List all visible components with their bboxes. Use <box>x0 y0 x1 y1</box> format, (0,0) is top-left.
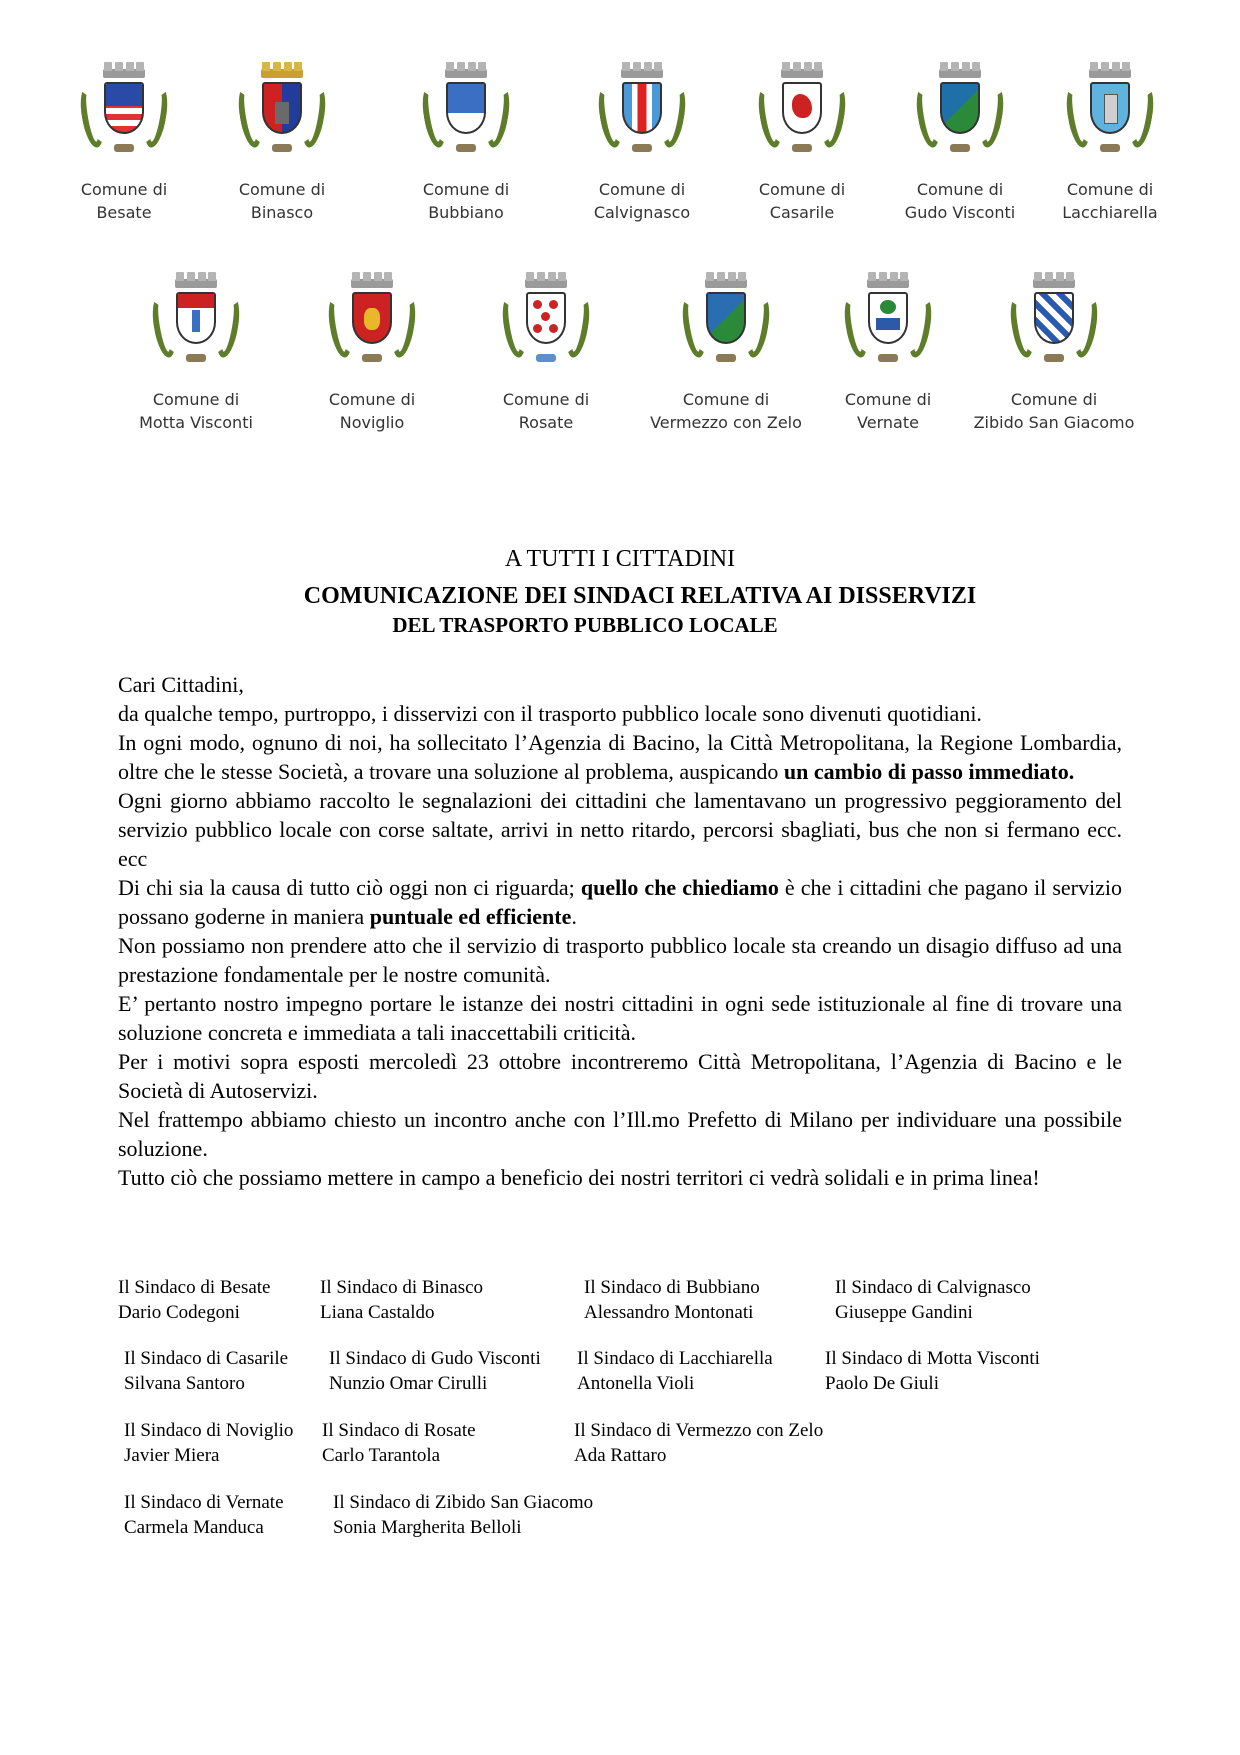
comune-name: Binasco <box>250 203 314 222</box>
comune-prefix: Comune di <box>80 180 168 199</box>
paragraph-6: E’ pertanto nostro impegno portare le istanze dei nostri cittadini in ogni sede istituzionale al fine di trovare una soluzione concreta e immediata a tali inaccettabili criticità. <box>118 991 1122 1045</box>
signature-lacchiarella: Il Sindaco di Lacchiarella Antonella Violi <box>577 1348 773 1394</box>
comune-motta-visconti <box>96 270 296 434</box>
comune-name: Calvignasco <box>593 203 691 222</box>
signature-besate: Il Sindaco di Besate Dario Codegoni <box>118 1277 271 1323</box>
comune-noviglio <box>272 270 472 434</box>
signature-calvignasco: Il Sindaco di Calvignasco Giuseppe Gandini <box>835 1277 1031 1323</box>
comune-name: Noviglio <box>339 413 405 432</box>
comune-prefix: Comune di <box>238 180 326 199</box>
signature-vernate: Il Sindaco di Vernate Carmela Manduca <box>124 1492 284 1538</box>
signature-gudo-visconti: Il Sindaco di Gudo Visconti Nunzio Omar Cirulli <box>329 1348 541 1394</box>
noviglio-crest-icon <box>322 270 422 382</box>
salutation: Cari Cittadini, <box>118 672 244 697</box>
paragraph-7: Per i motivi sopra esposti mercoledì 23 ottobre incontreremo Città Metropolitana, l’Agenzia di Bacino e le Società di Autoservizi. <box>118 1049 1122 1103</box>
rosate-crest-icon <box>496 270 596 382</box>
comune-rosate <box>446 270 646 434</box>
emphasis-quello-che-chiediamo: quello che chiediamo <box>580 875 779 900</box>
comune-prefix: Comune di <box>682 390 770 409</box>
comune-zibido-san-giacomo <box>954 270 1154 434</box>
signature-vermezzo-con-zelo: Il Sindaco di Vermezzo con Zelo Ada Rattaro <box>574 1420 824 1466</box>
zibido-san-giacomo-crest-icon <box>1004 270 1104 382</box>
signature-binasco: Il Sindaco di Binasco Liana Castaldo <box>320 1277 484 1323</box>
comune-prefix: Comune di <box>422 180 510 199</box>
comune-name: Vermezzo con Zelo <box>650 413 802 432</box>
vernate-crest-icon <box>838 270 938 382</box>
comune-name: Lacchiarella <box>1062 203 1158 222</box>
comune-name: Gudo Visconti <box>904 203 1016 222</box>
comune-name: Bubbiano <box>428 203 504 222</box>
vermezzo-con-zelo-crest-icon <box>676 270 776 382</box>
binasco-crest-icon <box>232 60 332 172</box>
gudo-visconti-crest-icon <box>910 60 1010 172</box>
besate-crest-icon <box>74 60 174 172</box>
comune-prefix: Comune di <box>758 180 846 199</box>
comune-prefix: Comune di <box>152 390 240 409</box>
comune-name: Vernate <box>857 413 919 432</box>
comune-lacchiarella <box>1010 60 1210 224</box>
comune-name: Rosate <box>518 413 574 432</box>
paragraph-4: Di chi sia la causa di tutto ciò oggi non ci riguarda; quello che chiediamo è che i cittadini che pagano il servizio possano goderne in maniera puntuale ed efficiente. <box>118 875 1122 929</box>
paragraph-1: da qualche tempo, purtroppo, i disservizi con il trasporto pubblico locale sono divenuti quotidiani. <box>118 701 982 726</box>
comune-prefix: Comune di <box>916 180 1004 199</box>
comune-name: Zibido San Giacomo <box>973 413 1135 432</box>
comune-prefix: Comune di <box>598 180 686 199</box>
heading-transport: DEL TRASPORTO PUBBLICO LOCALE <box>392 613 778 637</box>
signature-motta-visconti: Il Sindaco di Motta Visconti Paolo De Giuli <box>825 1348 1040 1394</box>
heading-to-citizens: A TUTTI I CITTADINI <box>504 546 736 572</box>
paragraph-5: Non possiamo non prendere atto che il servizio di trasporto pubblico locale sta creando un disagio diffuso ad una prestazione fondamentale per le nostre comunità. <box>118 933 1122 987</box>
bubbiano-crest-icon <box>416 60 516 172</box>
signature-bubbiano: Il Sindaco di Bubbiano Alessandro Montonati <box>584 1277 760 1323</box>
paragraph-2: In ogni modo, ognuno di noi, ha sollecitato l’Agenzia di Bacino, la Città Metropolitana, la Regione Lombardia, oltre che le stesse Società, a trovare una soluzione al problema, auspicando un cambio di passo immediato. <box>118 730 1122 784</box>
comune-bubbiano <box>366 60 566 224</box>
lacchiarella-crest-icon <box>1060 60 1160 172</box>
signature-noviglio: Il Sindaco di Noviglio Javier Miera <box>124 1420 294 1466</box>
motta-visconti-crest-icon <box>146 270 246 382</box>
paragraph-9: Tutto ciò che possiamo mettere in campo a beneficio dei nostri territori ci vedrà solidali e in prima linea! <box>118 1165 1040 1190</box>
comune-name: Besate <box>96 203 152 222</box>
signature-rosate: Il Sindaco di Rosate Carlo Tarantola <box>322 1420 476 1466</box>
comune-name: Motta Visconti <box>139 413 253 432</box>
comune-prefix: Comune di <box>1066 180 1154 199</box>
comune-prefix: Comune di <box>502 390 590 409</box>
calvignasco-crest-icon <box>592 60 692 172</box>
comune-binasco <box>182 60 382 224</box>
signature-zibido-san-giacomo: Il Sindaco di Zibido San Giacomo Sonia Margherita Belloli <box>333 1492 594 1538</box>
comune-prefix: Comune di <box>1010 390 1098 409</box>
casarile-crest-icon <box>752 60 852 172</box>
paragraph-3: Ogni giorno abbiamo raccolto le segnalazioni dei cittadini che lamentavano un progressivo peggioramento del servizio pubblico locale con corse saltate, arrivi in netto ritardo, percorsi sbagliati, bus che non si fermano ecc. ecc <box>118 788 1122 871</box>
emphasis-puntuale-ed-efficiente: puntuale ed efficiente <box>369 904 572 929</box>
letter-body <box>118 670 1122 1192</box>
signature-casarile: Il Sindaco di Casarile Silvana Santoro <box>124 1348 289 1394</box>
paragraph-8: Nel frattempo abbiamo chiesto un incontro anche con l’Ill.mo Prefetto di Milano per individuare una possibile soluzione. <box>118 1107 1122 1161</box>
emphasis-cambio-di-passo: un cambio di passo immediato. <box>783 759 1075 784</box>
comune-prefix: Comune di <box>844 390 932 409</box>
heading-communication: COMUNICAZIONE DEI SINDACI RELATIVA AI DISSERVIZI <box>303 583 977 609</box>
comune-name: Casarile <box>769 203 835 222</box>
comune-prefix: Comune di <box>328 390 416 409</box>
